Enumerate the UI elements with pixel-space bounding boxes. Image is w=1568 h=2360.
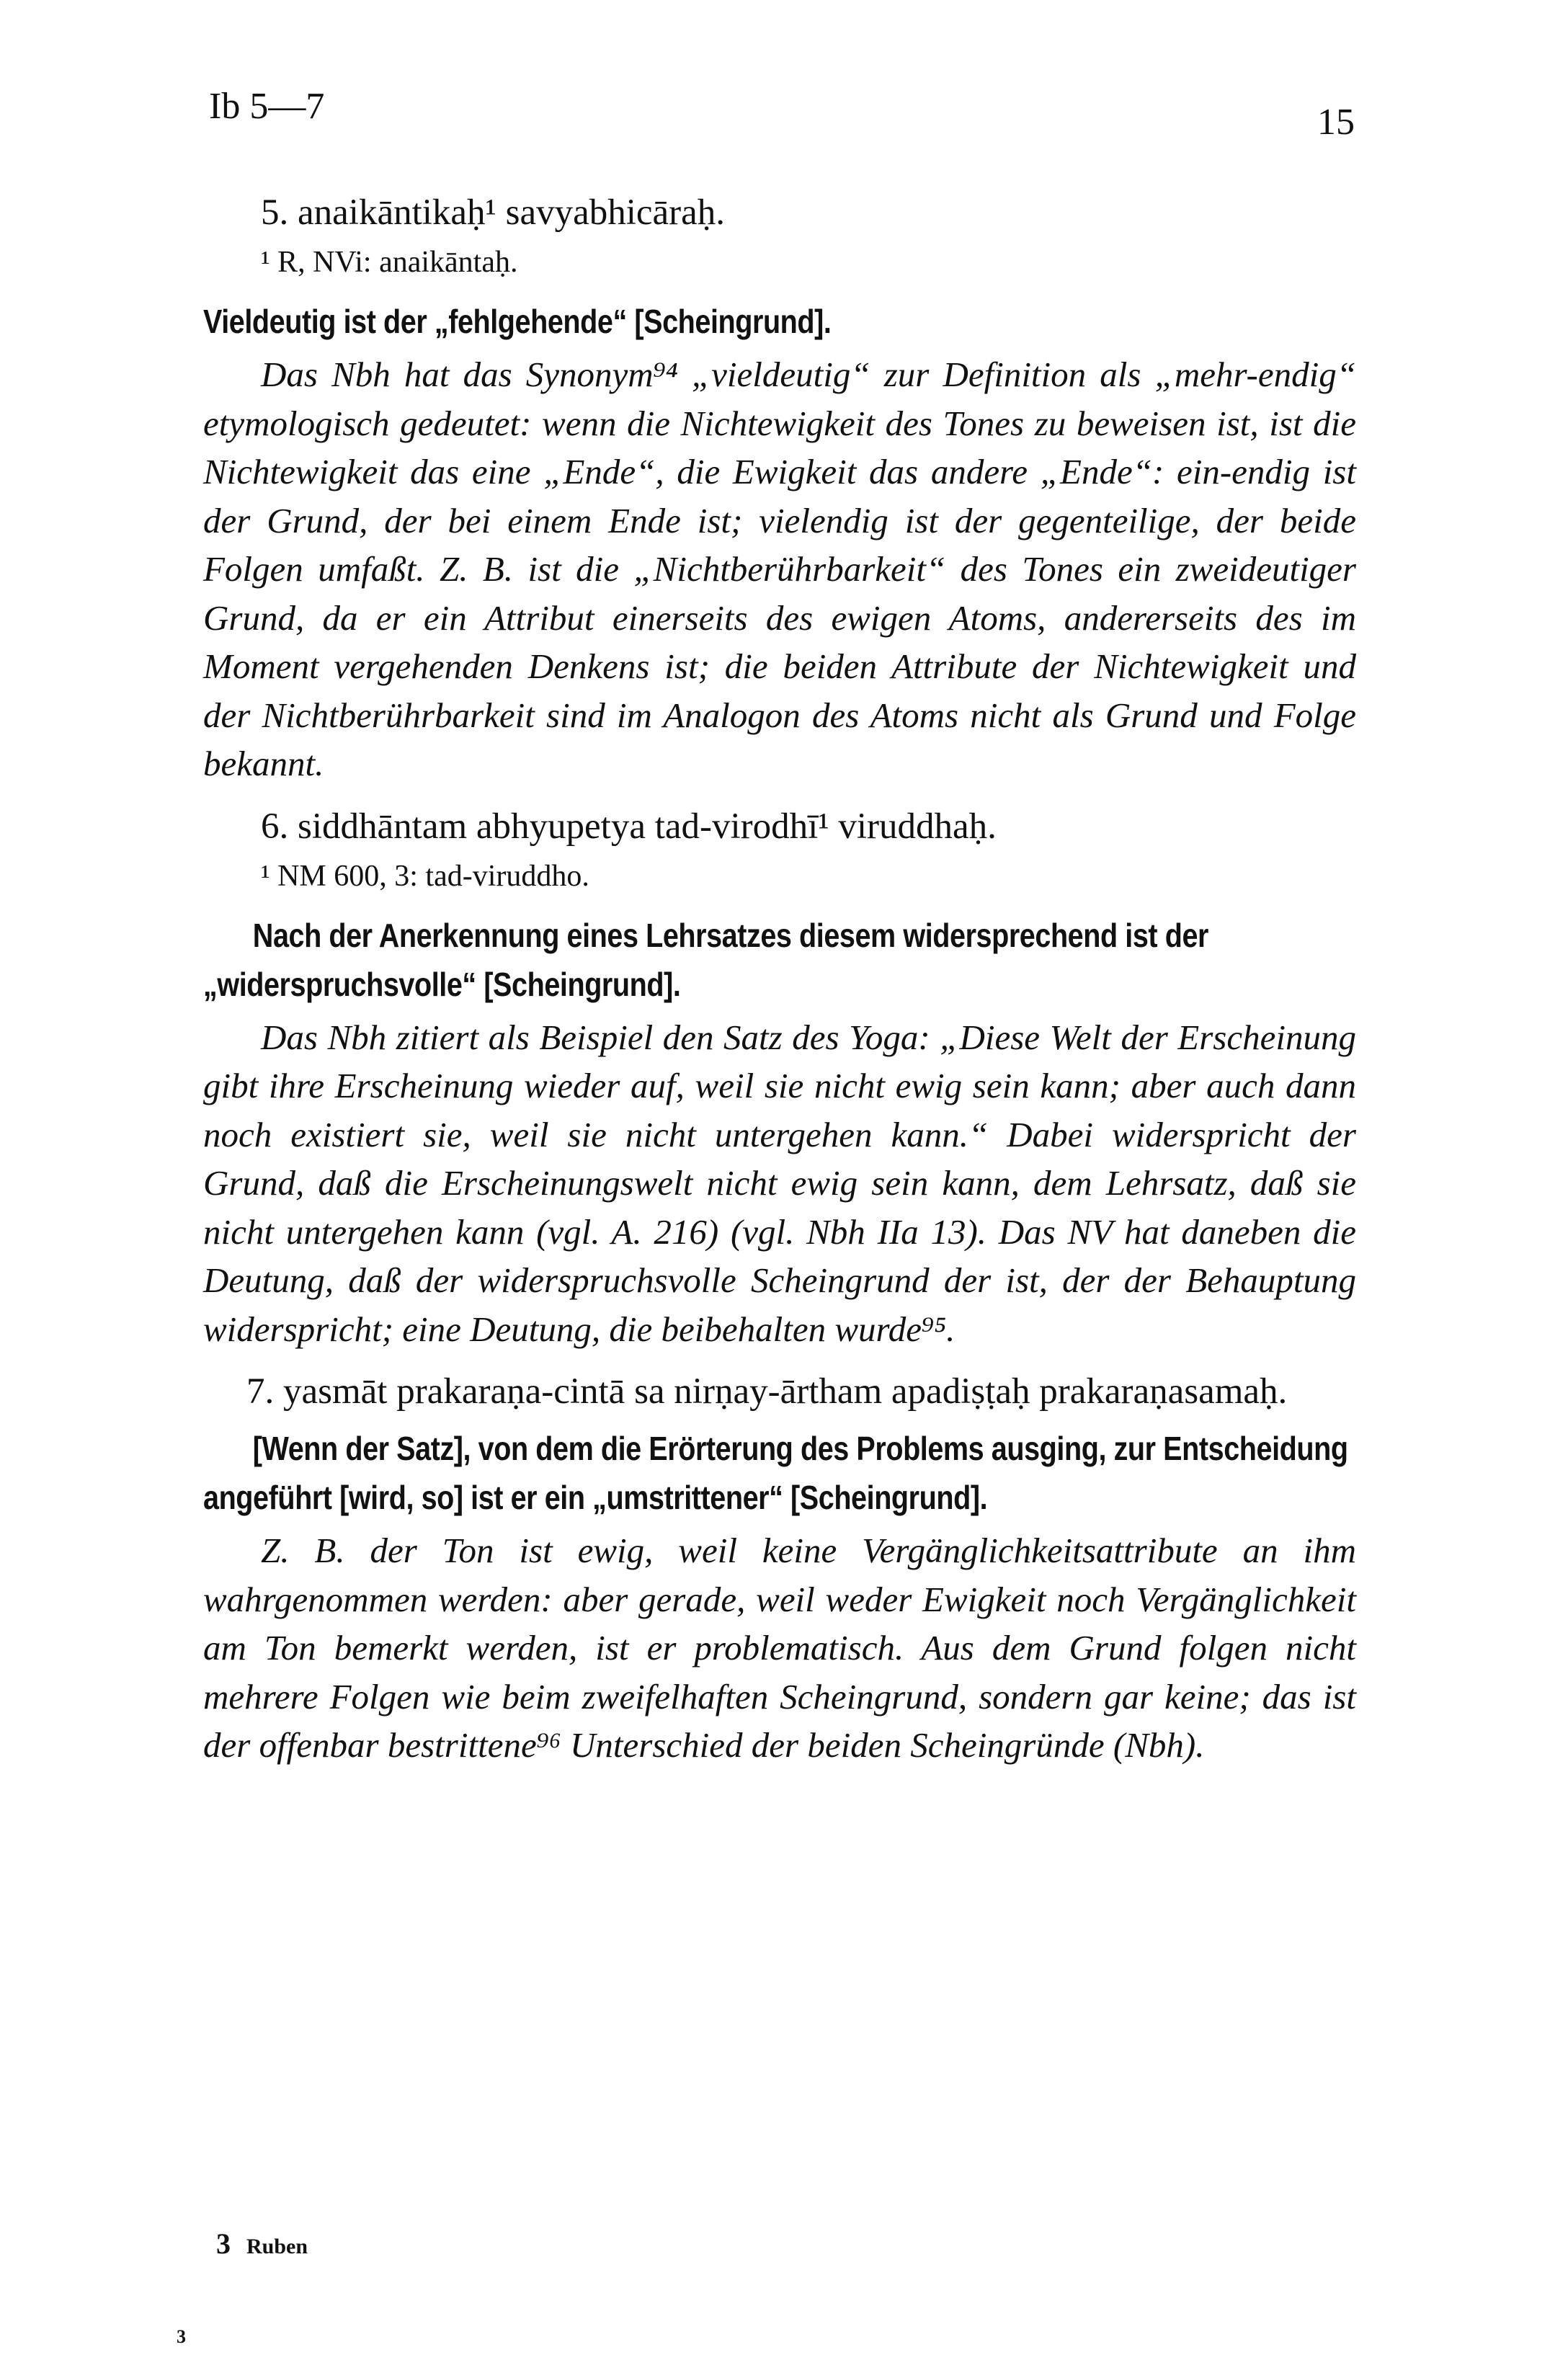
translation-6: Nach der Anerkennung eines Lehrsatzes diesem widersprechend ist der „widerspruchsvolle“ [Scheingrund]. bbox=[203, 916, 1209, 1003]
bottom-mark: 3 bbox=[177, 2326, 186, 2347]
sutra-5: 5. anaikāntikaḥ¹ savyabhicāraḥ. bbox=[261, 192, 726, 233]
footnote-6: ¹ NM 600, 3: tad-viruddho. bbox=[261, 859, 589, 893]
signature-mark bbox=[216, 2227, 308, 2261]
commentary-7: Z. B. der Ton ist ewig, weil keine Vergänglichkeitsattribute an ihm wahrgenommen werden: aber gerade, weil weder Ewigkeit noch Vergänglichkeit am Ton bemerkt werden, ist er problematisch. Aus dem Grund folgen nicht mehrere Folgen wie beim zweifelhaften Scheingrund, sondern gar keine; das ist der offenbar bestrittene⁹⁶ Unterschied der beiden Scheingründe (Nbh). bbox=[203, 1531, 1356, 1765]
sutra-7: 7. yasmāt prakaraṇa-cintā sa nirṇay-ārtham apadiṣṭaḥ prakaraṇasamaḥ. bbox=[246, 1371, 1288, 1412]
page-number: 15 bbox=[1317, 102, 1355, 143]
signature-name: Ruben bbox=[246, 2235, 308, 2258]
footnote-5: ¹ R, NVi: anaikāntaḥ. bbox=[261, 246, 518, 279]
commentary-6: Das Nbh zitiert als Beispiel den Satz des Yoga: „Diese Welt der Erscheinung gibt ihre Erscheinung wieder auf, weil sie nicht ewig sein kann; aber auch dann noch existiert sie, weil sie nicht untergehen kann.“ Dabei widerspricht der Grund, daß die Erscheinungswelt nicht ewig sein kann, dem Lehrsatz, daß sie nicht untergehen kann (vgl. A. 216) (vgl. Nbh IIa 13). Das NV hat daneben die Deutung, daß der widerspruchsvolle Scheingrund der ist, der der Behauptung widerspricht; eine Deutung, die beibehalten wurde⁹⁵. bbox=[203, 1017, 1356, 1349]
commentary-5: Das Nbh hat das Synonym⁹⁴ „vieldeutig“ zur Definition als „mehr-endig“ etymologisch gedeutet: wenn die Nichtewigkeit des Tones zu beweisen ist, ist die Nichtewigkeit das eine „Ende“, die Ewigkeit das andere „Ende“: ein-endig ist der Grund, der bei einem Ende ist; vielendig ist der gegenteilige, der beide Folgen umfaßt. Z. B. ist die „Nichtberührbarkeit“ des Tones ein zweideutiger Grund, da er ein Attribut einerseits des ewigen Atoms, andererseits des im Moment vergehenden Denkens ist; die beiden Attribute der Nichtewigkeit und der Nichtberührbarkeit sind im Analogon des Atoms nicht als Grund und Folge bekannt. bbox=[203, 355, 1356, 783]
page-header bbox=[209, 85, 1355, 150]
sutra-6: 6. siddhāntam abhyupetya tad-virodhī¹ viruddhaḥ. bbox=[261, 806, 997, 847]
running-head: Ib 5—7 bbox=[209, 86, 325, 127]
translation-5: Vieldeutig ist der „fehlgehende“ [Scheingrund]. bbox=[203, 303, 832, 340]
translation-7: [Wenn der Satz], von dem die Erörterung des Problems ausging, zur Entscheidung angeführt [wird, so] ist er ein „umstrittener“ [Scheingrund]. bbox=[203, 1430, 1348, 1516]
signature-number: 3 bbox=[216, 2227, 231, 2260]
body-text bbox=[203, 187, 1356, 1783]
